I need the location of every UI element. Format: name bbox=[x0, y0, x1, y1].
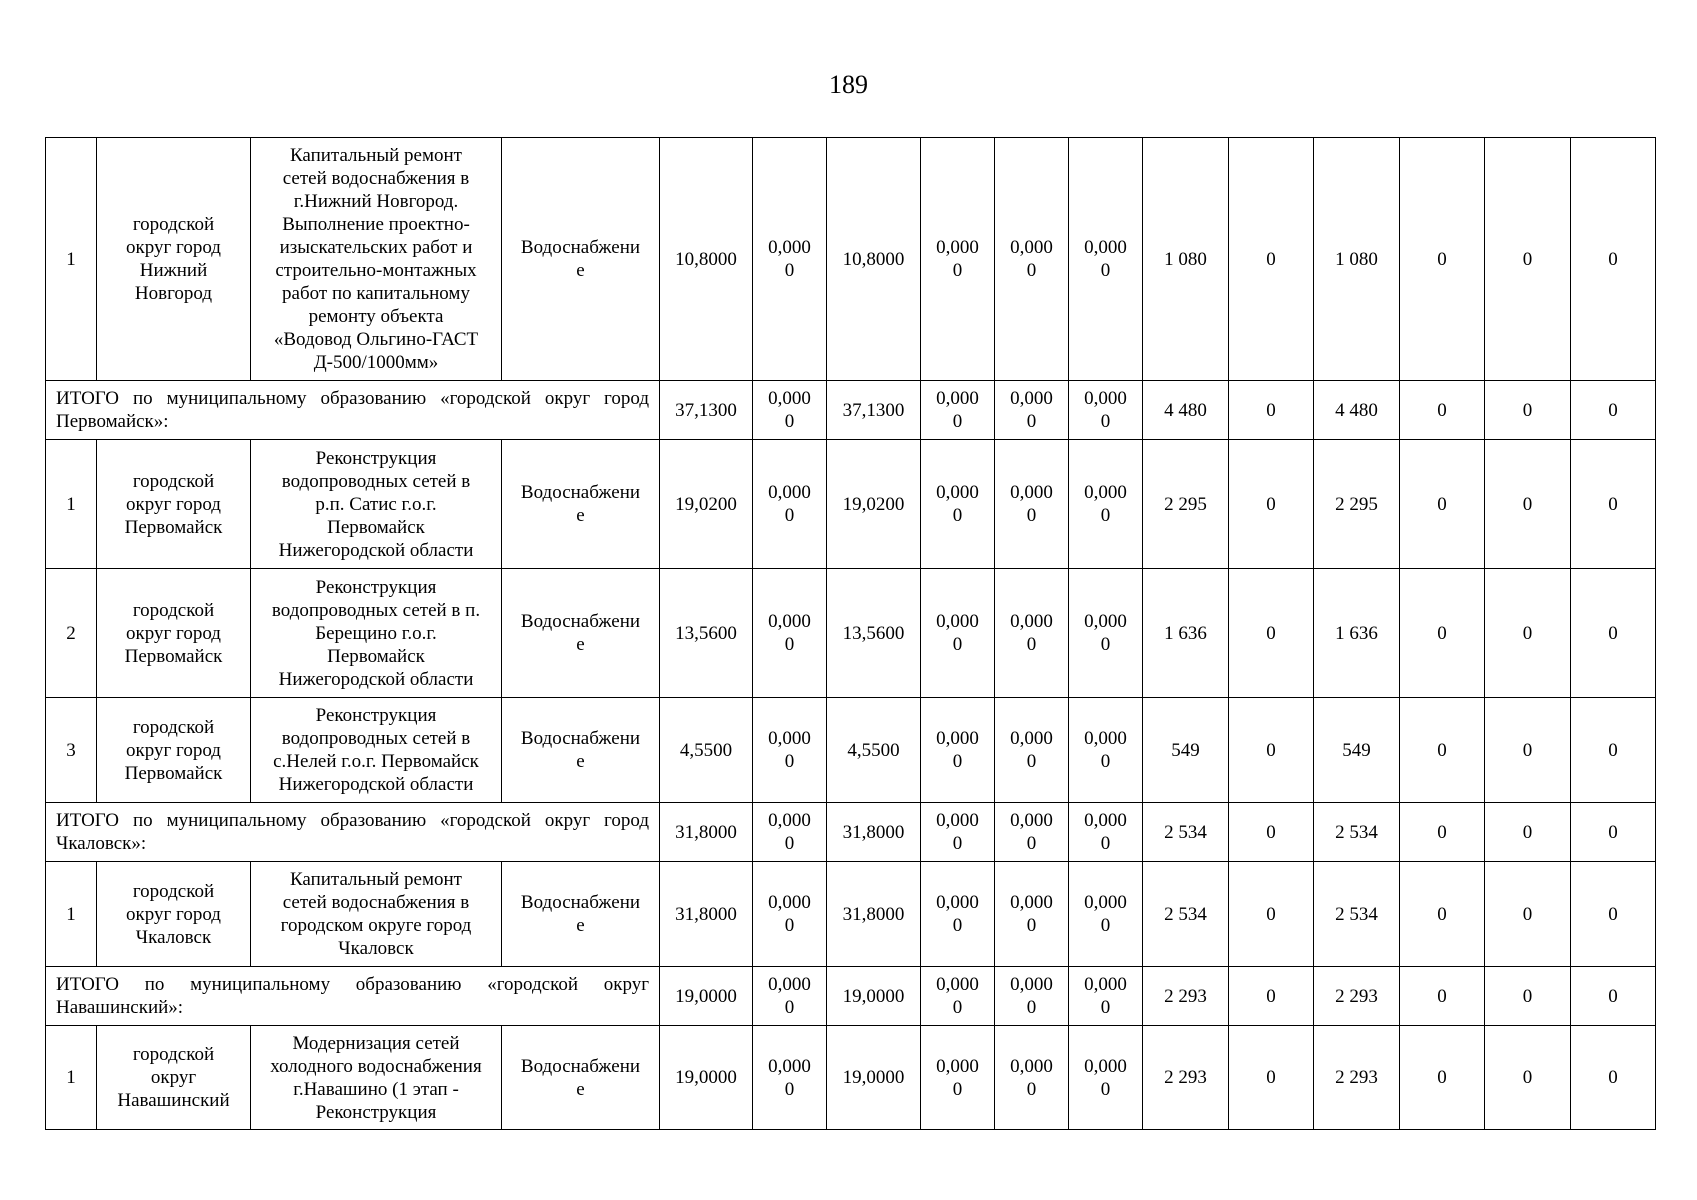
volume-federal-cell-text: 0,000 0 bbox=[768, 237, 811, 281]
volume-local-cell-text: 0,000 0 bbox=[936, 974, 979, 1018]
cost-extra-cell-text: 0 bbox=[1608, 985, 1618, 1007]
volume-total-cell bbox=[660, 803, 753, 862]
municipality-cell-text: городской округ Навашинский bbox=[117, 1044, 230, 1111]
cost-regional-cell-text: 2 293 bbox=[1335, 1067, 1378, 1088]
cost-local-cell bbox=[1400, 967, 1485, 1026]
volume-total-cell bbox=[660, 698, 753, 803]
cost-total-cell-text: 2 534 bbox=[1164, 903, 1207, 925]
volume-regional-cell bbox=[827, 1026, 921, 1130]
cost-extra-cell-text: 0 bbox=[1608, 821, 1618, 843]
budget-table bbox=[45, 137, 1656, 1130]
volume-extra-cell bbox=[1069, 967, 1143, 1026]
cost-total-cell bbox=[1143, 138, 1229, 381]
row-number bbox=[46, 138, 97, 381]
volume-total-cell bbox=[660, 569, 753, 698]
cost-federal-cell bbox=[1229, 862, 1314, 967]
description-cell-text: Реконструкция водопроводных сетей в р.п. Сатис г.о.г. Первомайск Нижегородской области bbox=[278, 447, 474, 561]
description-cell bbox=[251, 138, 502, 381]
volume-other-cell bbox=[995, 569, 1069, 698]
row-number bbox=[46, 440, 97, 569]
volume-other-cell bbox=[995, 138, 1069, 381]
row-number-text: 1 bbox=[66, 903, 76, 925]
cost-regional-cell bbox=[1314, 1026, 1400, 1130]
cost-total-cell-text: 2 295 bbox=[1164, 493, 1207, 515]
cost-local-cell bbox=[1400, 1026, 1485, 1130]
volume-federal-cell bbox=[753, 967, 827, 1026]
volume-federal-cell bbox=[753, 381, 827, 440]
volume-other-cell bbox=[995, 967, 1069, 1026]
category-cell-text: Водоснабжени е bbox=[520, 1055, 641, 1100]
category-cell bbox=[502, 862, 660, 967]
cost-local-cell bbox=[1400, 381, 1485, 440]
cost-federal-cell-text: 0 bbox=[1266, 739, 1276, 761]
category-cell-text: Водоснабжени е bbox=[520, 892, 641, 936]
category-cell bbox=[502, 1026, 660, 1130]
volume-other-cell bbox=[995, 381, 1069, 440]
volume-total-cell-text: 31,8000 bbox=[675, 903, 737, 925]
volume-federal-cell-text: 0,000 0 bbox=[768, 611, 811, 655]
page-number: 189 bbox=[829, 70, 868, 99]
cost-federal-cell bbox=[1229, 569, 1314, 698]
cost-total-cell-text: 4 480 bbox=[1164, 399, 1207, 421]
volume-local-cell-text: 0,000 0 bbox=[936, 237, 979, 281]
cost-local-cell bbox=[1400, 862, 1485, 967]
cost-extra-cell-text: 0 bbox=[1608, 493, 1618, 515]
volume-other-cell-text: 0,000 0 bbox=[1010, 482, 1053, 526]
volume-local-cell bbox=[921, 862, 995, 967]
table-row bbox=[46, 138, 1656, 381]
cost-federal-cell-text: 0 bbox=[1266, 1067, 1276, 1088]
volume-extra-cell bbox=[1069, 803, 1143, 862]
volume-local-cell-text: 0,000 0 bbox=[936, 482, 979, 526]
cost-other-cell bbox=[1485, 1026, 1571, 1130]
volume-federal-cell-text: 0,000 0 bbox=[768, 1055, 811, 1100]
volume-regional-cell bbox=[827, 803, 921, 862]
cost-federal-cell-text: 0 bbox=[1266, 622, 1276, 644]
volume-extra-cell-text: 0,000 0 bbox=[1084, 611, 1127, 655]
volume-local-cell bbox=[921, 138, 995, 381]
volume-local-cell bbox=[921, 381, 995, 440]
description-cell-text: Капитальный ремонт сетей водоснабжения в городском округе город Чкаловск bbox=[280, 869, 472, 959]
cost-extra-cell bbox=[1571, 1026, 1656, 1130]
cost-regional-cell-text: 2 534 bbox=[1335, 903, 1378, 925]
table-row bbox=[46, 1026, 1656, 1130]
cost-extra-cell bbox=[1571, 803, 1656, 862]
volume-extra-cell bbox=[1069, 138, 1143, 381]
cost-other-cell-text: 0 bbox=[1522, 821, 1533, 843]
volume-extra-cell-text: 0,000 0 bbox=[1084, 237, 1127, 281]
row-number bbox=[46, 569, 97, 698]
description-cell bbox=[251, 862, 502, 967]
row-number-text: 2 bbox=[66, 622, 76, 644]
description-cell bbox=[251, 569, 502, 698]
volume-federal-cell bbox=[753, 138, 827, 381]
cost-regional-cell-text: 549 bbox=[1342, 739, 1371, 761]
cost-regional-cell bbox=[1314, 803, 1400, 862]
volume-local-cell-text: 0,000 0 bbox=[936, 728, 979, 772]
volume-local-cell-text: 0,000 0 bbox=[936, 1055, 979, 1100]
volume-extra-cell-text: 0,000 0 bbox=[1084, 974, 1127, 1018]
cost-local-cell-text: 0 bbox=[1437, 1067, 1447, 1088]
cost-local-cell-text: 0 bbox=[1437, 739, 1447, 761]
cost-local-cell-text: 0 bbox=[1437, 248, 1447, 270]
cost-total-cell bbox=[1143, 967, 1229, 1026]
municipality-cell bbox=[97, 1026, 251, 1130]
cost-federal-cell-text: 0 bbox=[1266, 399, 1276, 421]
cost-other-cell-text: 0 bbox=[1522, 399, 1533, 421]
cost-total-cell bbox=[1143, 803, 1229, 862]
category-cell bbox=[502, 569, 660, 698]
volume-extra-cell bbox=[1069, 862, 1143, 967]
description-cell bbox=[251, 440, 502, 569]
volume-extra-cell-text: 0,000 0 bbox=[1084, 892, 1127, 936]
cost-federal-cell-text: 0 bbox=[1266, 985, 1276, 1007]
volume-other-cell bbox=[995, 698, 1069, 803]
cost-regional-cell-text: 4 480 bbox=[1335, 399, 1378, 421]
cost-extra-cell bbox=[1571, 967, 1656, 1026]
volume-federal-cell bbox=[753, 803, 827, 862]
volume-total-cell-text: 19,0000 bbox=[675, 1067, 737, 1088]
cost-regional-cell-text: 2 293 bbox=[1335, 985, 1378, 1007]
municipality-cell bbox=[97, 862, 251, 967]
volume-federal-cell-text: 0,000 0 bbox=[768, 974, 811, 1018]
category-cell bbox=[502, 138, 660, 381]
volume-total-cell-text: 31,8000 bbox=[675, 821, 737, 843]
volume-regional-cell bbox=[827, 862, 921, 967]
cost-other-cell bbox=[1485, 440, 1571, 569]
volume-regional-cell-text: 19,0000 bbox=[842, 985, 905, 1007]
row-number-text: 1 bbox=[66, 493, 76, 515]
volume-regional-cell-text: 31,8000 bbox=[842, 821, 905, 843]
cost-total-cell-text: 2 293 bbox=[1164, 1067, 1207, 1088]
cost-other-cell-text: 0 bbox=[1522, 1067, 1533, 1088]
cost-local-cell-text: 0 bbox=[1437, 493, 1447, 515]
cost-federal-cell-text: 0 bbox=[1266, 903, 1276, 925]
volume-local-cell-text: 0,000 0 bbox=[936, 892, 979, 936]
row-number bbox=[46, 862, 97, 967]
volume-other-cell-text: 0,000 0 bbox=[1010, 810, 1053, 854]
volume-local-cell bbox=[921, 1026, 995, 1130]
volume-federal-cell bbox=[753, 862, 827, 967]
volume-total-cell-text: 19,0200 bbox=[675, 493, 737, 515]
total-label bbox=[46, 967, 660, 1026]
description-cell-text: Реконструкция водопроводных сетей в п. Берещино г.о.г. Первомайск Нижегородской области bbox=[271, 576, 481, 690]
volume-total-cell-text: 4,5500 bbox=[679, 739, 733, 761]
cost-federal-cell-text: 0 bbox=[1266, 821, 1276, 843]
cost-other-cell bbox=[1485, 698, 1571, 803]
row-number bbox=[46, 1026, 97, 1130]
volume-extra-cell bbox=[1069, 381, 1143, 440]
total-label bbox=[46, 381, 660, 440]
municipality-cell-text: городской округ город Нижний Новгород bbox=[126, 214, 221, 304]
cost-extra-cell bbox=[1571, 381, 1656, 440]
cost-federal-cell bbox=[1229, 967, 1314, 1026]
cost-local-cell bbox=[1400, 138, 1485, 381]
cost-regional-cell-text: 2 295 bbox=[1335, 493, 1378, 515]
volume-other-cell bbox=[995, 440, 1069, 569]
cost-extra-cell bbox=[1571, 138, 1656, 381]
volume-total-cell bbox=[660, 138, 753, 381]
volume-federal-cell-text: 0,000 0 bbox=[768, 388, 811, 432]
category-cell-text: Водоснабжени е bbox=[520, 482, 641, 526]
volume-other-cell-text: 0,000 0 bbox=[1010, 974, 1053, 1018]
cost-federal-cell bbox=[1229, 1026, 1314, 1130]
volume-other-cell-text: 0,000 0 bbox=[1010, 388, 1053, 432]
volume-local-cell bbox=[921, 698, 995, 803]
volume-federal-cell bbox=[753, 698, 827, 803]
cost-total-cell bbox=[1143, 698, 1229, 803]
cost-other-cell-text: 0 bbox=[1522, 739, 1533, 761]
row-number bbox=[46, 698, 97, 803]
cost-local-cell bbox=[1400, 440, 1485, 569]
cost-other-cell bbox=[1485, 381, 1571, 440]
volume-other-cell-text: 0,000 0 bbox=[1010, 237, 1053, 281]
volume-federal-cell-text: 0,000 0 bbox=[768, 482, 811, 526]
cost-other-cell bbox=[1485, 138, 1571, 381]
volume-federal-cell-text: 0,000 0 bbox=[768, 810, 811, 854]
municipality-cell-text: городской округ город Первомайск bbox=[124, 716, 223, 784]
municipality-cell bbox=[97, 569, 251, 698]
volume-regional-cell bbox=[827, 138, 921, 381]
volume-federal-cell bbox=[753, 569, 827, 698]
volume-other-cell-text: 0,000 0 bbox=[1010, 1055, 1053, 1100]
municipality-cell-text: городской округ город Чкаловск bbox=[126, 880, 221, 948]
cost-regional-cell bbox=[1314, 138, 1400, 381]
volume-other-cell-text: 0,000 0 bbox=[1010, 611, 1053, 655]
cost-total-cell bbox=[1143, 569, 1229, 698]
total-label bbox=[46, 803, 660, 862]
volume-federal-cell bbox=[753, 1026, 827, 1130]
volume-total-cell-text: 13,5600 bbox=[675, 622, 737, 644]
cost-regional-cell bbox=[1314, 862, 1400, 967]
table-body bbox=[46, 138, 1656, 1130]
volume-extra-cell-text: 0,000 0 bbox=[1084, 728, 1127, 772]
cost-extra-cell-text: 0 bbox=[1608, 248, 1618, 270]
volume-extra-cell bbox=[1069, 698, 1143, 803]
cost-total-cell bbox=[1143, 381, 1229, 440]
cost-local-cell bbox=[1400, 569, 1485, 698]
volume-total-cell bbox=[660, 381, 753, 440]
volume-regional-cell-text: 13,5600 bbox=[842, 622, 905, 644]
total-label-text: ИТОГО по муниципальному образованию «городской округ город Первомайск»: bbox=[56, 388, 649, 432]
cost-federal-cell-text: 0 bbox=[1266, 248, 1276, 270]
cost-extra-cell bbox=[1571, 698, 1656, 803]
volume-total-cell bbox=[660, 967, 753, 1026]
cost-other-cell bbox=[1485, 862, 1571, 967]
cost-other-cell-text: 0 bbox=[1522, 903, 1533, 925]
volume-local-cell bbox=[921, 967, 995, 1026]
volume-other-cell bbox=[995, 862, 1069, 967]
municipality-cell bbox=[97, 698, 251, 803]
cost-regional-cell-text: 2 534 bbox=[1335, 821, 1378, 843]
cost-local-cell bbox=[1400, 803, 1485, 862]
volume-total-cell bbox=[660, 440, 753, 569]
cost-regional-cell bbox=[1314, 440, 1400, 569]
volume-regional-cell bbox=[827, 569, 921, 698]
volume-extra-cell bbox=[1069, 569, 1143, 698]
volume-total-cell-text: 37,1300 bbox=[675, 399, 737, 421]
cost-total-cell bbox=[1143, 1026, 1229, 1130]
volume-other-cell-text: 0,000 0 bbox=[1010, 728, 1053, 772]
volume-extra-cell-text: 0,000 0 bbox=[1084, 482, 1127, 526]
cost-extra-cell bbox=[1571, 862, 1656, 967]
category-cell-text: Водоснабжени е bbox=[520, 728, 641, 772]
volume-regional-cell-text: 31,8000 bbox=[842, 903, 905, 925]
volume-local-cell bbox=[921, 569, 995, 698]
row-number-text: 1 bbox=[66, 1067, 76, 1088]
cost-total-cell-text: 2 534 bbox=[1164, 821, 1207, 843]
municipality-cell bbox=[97, 138, 251, 381]
volume-regional-cell-text: 10,8000 bbox=[842, 248, 905, 270]
category-cell-text: Водоснабжени е bbox=[520, 611, 641, 655]
cost-federal-cell bbox=[1229, 440, 1314, 569]
row-number-text: 1 bbox=[66, 248, 76, 270]
cost-other-cell bbox=[1485, 967, 1571, 1026]
cost-local-cell-text: 0 bbox=[1437, 399, 1447, 421]
volume-other-cell-text: 0,000 0 bbox=[1010, 892, 1053, 936]
volume-extra-cell bbox=[1069, 440, 1143, 569]
cost-federal-cell-text: 0 bbox=[1266, 493, 1276, 515]
cost-local-cell-text: 0 bbox=[1437, 985, 1447, 1007]
category-cell-text: Водоснабжени е bbox=[520, 237, 641, 281]
volume-regional-cell bbox=[827, 440, 921, 569]
cost-total-cell-text: 2 293 bbox=[1164, 985, 1207, 1007]
cost-regional-cell bbox=[1314, 381, 1400, 440]
cost-extra-cell-text: 0 bbox=[1608, 399, 1618, 421]
cost-regional-cell bbox=[1314, 569, 1400, 698]
cost-other-cell-text: 0 bbox=[1522, 493, 1533, 515]
cost-other-cell-text: 0 bbox=[1522, 622, 1533, 644]
municipality-cell-text: городской округ город Первомайск bbox=[124, 599, 223, 667]
category-cell bbox=[502, 440, 660, 569]
municipality-cell bbox=[97, 440, 251, 569]
volume-local-cell-text: 0,000 0 bbox=[936, 611, 979, 655]
cost-total-cell bbox=[1143, 862, 1229, 967]
volume-total-cell-text: 10,8000 bbox=[675, 248, 737, 270]
cost-extra-cell-text: 0 bbox=[1608, 622, 1618, 644]
cost-federal-cell bbox=[1229, 138, 1314, 381]
total-row bbox=[46, 967, 1656, 1026]
description-cell bbox=[251, 1026, 502, 1130]
description-cell bbox=[251, 698, 502, 803]
volume-regional-cell-text: 19,0000 bbox=[842, 1067, 905, 1088]
total-row bbox=[46, 803, 1656, 862]
row-number-text: 3 bbox=[66, 739, 76, 761]
volume-total-cell bbox=[660, 862, 753, 967]
cost-total-cell bbox=[1143, 440, 1229, 569]
volume-federal-cell-text: 0,000 0 bbox=[768, 728, 811, 772]
description-cell-text: Модернизация сетей холодного водоснабжения г.Навашино (1 этап - Реконструкция bbox=[270, 1032, 482, 1123]
volume-federal-cell-text: 0,000 0 bbox=[768, 892, 811, 936]
cost-local-cell bbox=[1400, 698, 1485, 803]
table-row bbox=[46, 440, 1656, 569]
volume-local-cell bbox=[921, 440, 995, 569]
cost-other-cell-text: 0 bbox=[1522, 248, 1533, 270]
cost-federal-cell bbox=[1229, 381, 1314, 440]
total-label-text: ИТОГО по муниципальному образованию «городской округ Навашинский»: bbox=[56, 974, 649, 1018]
volume-other-cell bbox=[995, 1026, 1069, 1130]
description-cell-text: Реконструкция водопроводных сетей в с.Нелей г.о.г. Первомайск Нижегородской области bbox=[273, 705, 479, 795]
volume-regional-cell bbox=[827, 967, 921, 1026]
volume-extra-cell bbox=[1069, 1026, 1143, 1130]
cost-federal-cell bbox=[1229, 803, 1314, 862]
cost-local-cell-text: 0 bbox=[1437, 821, 1447, 843]
cost-other-cell bbox=[1485, 569, 1571, 698]
cost-local-cell-text: 0 bbox=[1437, 903, 1447, 925]
volume-regional-cell-text: 37,1300 bbox=[842, 399, 905, 421]
cost-local-cell-text: 0 bbox=[1437, 622, 1447, 644]
cost-other-cell bbox=[1485, 803, 1571, 862]
cost-total-cell-text: 1 080 bbox=[1164, 248, 1207, 270]
description-cell-text: Капитальный ремонт сетей водоснабжения в г.Нижний Новгород. Выполнение проектно- изыскательских работ и строительно-монтажных работ по капитальному ремонту объекта «Водовод Ольгино-ГАСТ Д-500/1000мм» bbox=[273, 145, 479, 373]
volume-regional-cell bbox=[827, 698, 921, 803]
volume-local-cell-text: 0,000 0 bbox=[936, 810, 979, 854]
volume-extra-cell-text: 0,000 0 bbox=[1084, 1055, 1127, 1100]
cost-regional-cell bbox=[1314, 698, 1400, 803]
total-label-text: ИТОГО по муниципальному образованию «городской округ город Чкаловск»: bbox=[56, 810, 649, 854]
cost-federal-cell bbox=[1229, 698, 1314, 803]
table-row bbox=[46, 862, 1656, 967]
cost-extra-cell-text: 0 bbox=[1608, 739, 1618, 761]
volume-extra-cell-text: 0,000 0 bbox=[1084, 388, 1127, 432]
cost-other-cell-text: 0 bbox=[1522, 985, 1533, 1007]
cost-extra-cell-text: 0 bbox=[1608, 903, 1618, 925]
cost-total-cell-text: 1 636 bbox=[1164, 622, 1207, 644]
volume-federal-cell bbox=[753, 440, 827, 569]
cost-extra-cell bbox=[1571, 569, 1656, 698]
volume-regional-cell-text: 4,5500 bbox=[847, 739, 900, 761]
cost-regional-cell-text: 1 080 bbox=[1335, 248, 1378, 270]
cost-regional-cell-text: 1 636 bbox=[1335, 622, 1378, 644]
municipality-cell-text: городской округ город Первомайск bbox=[124, 470, 223, 538]
volume-extra-cell-text: 0,000 0 bbox=[1084, 810, 1127, 854]
volume-other-cell bbox=[995, 803, 1069, 862]
cost-regional-cell bbox=[1314, 967, 1400, 1026]
volume-local-cell-text: 0,000 0 bbox=[936, 388, 979, 432]
cost-total-cell-text: 549 bbox=[1171, 739, 1200, 761]
volume-local-cell bbox=[921, 803, 995, 862]
category-cell bbox=[502, 698, 660, 803]
cost-extra-cell bbox=[1571, 440, 1656, 569]
table-row bbox=[46, 698, 1656, 803]
volume-total-cell bbox=[660, 1026, 753, 1130]
volume-total-cell-text: 19,0000 bbox=[675, 985, 737, 1007]
cost-extra-cell-text: 0 bbox=[1608, 1067, 1618, 1088]
table-row bbox=[46, 569, 1656, 698]
volume-regional-cell-text: 19,0200 bbox=[842, 493, 905, 515]
volume-regional-cell bbox=[827, 381, 921, 440]
total-row bbox=[46, 381, 1656, 440]
